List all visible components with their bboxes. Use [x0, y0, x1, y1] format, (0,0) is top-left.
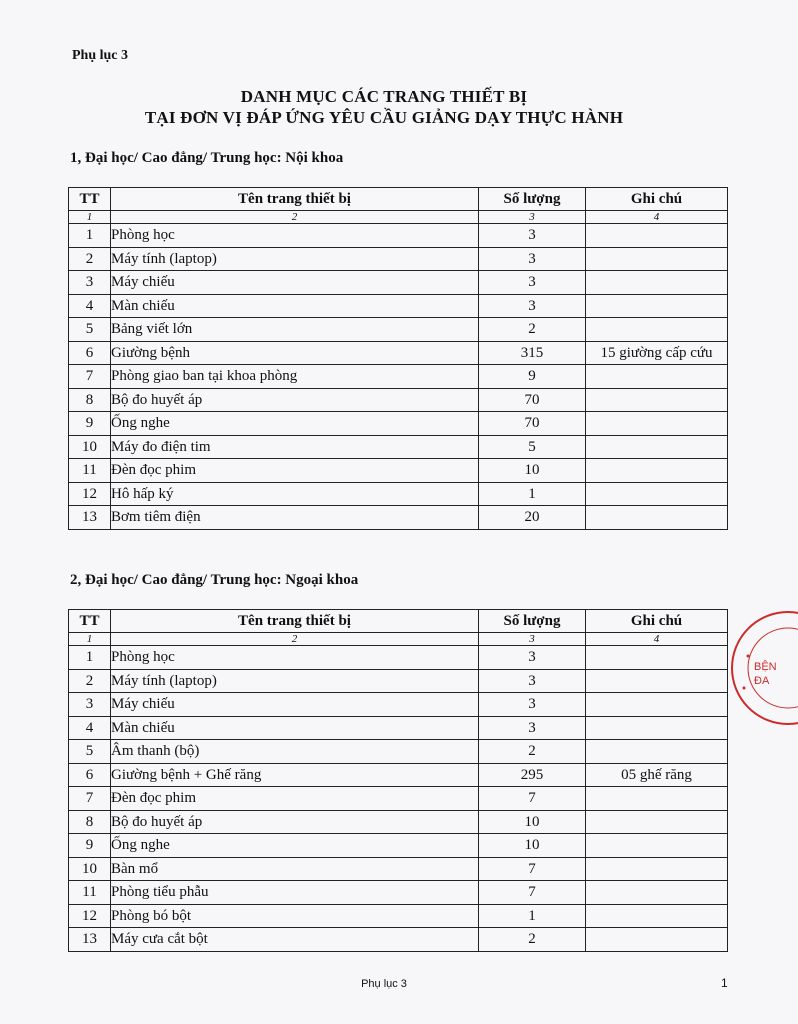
row-tt: 12 [69, 482, 111, 506]
row-quantity: 3 [479, 294, 586, 318]
row-equipment-name: Màn chiếu [111, 294, 479, 318]
header-equipment-name: Tên trang thiết bị [111, 188, 479, 211]
table-row [69, 271, 728, 295]
row-equipment-name: Phòng tiểu phẫu [111, 881, 479, 905]
table-row [69, 294, 728, 318]
row-note [586, 834, 728, 858]
row-equipment-name: Giường bệnh [111, 341, 479, 365]
document-title-line-2: TẠI ĐƠN VỊ ĐÁP ỨNG YÊU CẦU GIẢNG DẠY THỰC HÀNH [144, 108, 624, 127]
column-number: 2 [111, 211, 479, 224]
header-note: Ghi chú [586, 188, 728, 211]
row-tt: 3 [69, 693, 111, 717]
row-quantity: 10 [479, 810, 586, 834]
page-number: 1 [721, 976, 728, 990]
row-quantity: 7 [479, 787, 586, 811]
section-heading-1: 1, Đại học/ Cao đẳng/ Trung học: Nội khoa [70, 150, 344, 166]
row-equipment-name: Phòng bó bột [111, 904, 479, 928]
row-equipment-name: Bảng viết lớn [111, 318, 479, 342]
stamp-text [754, 660, 777, 688]
row-note [586, 247, 728, 271]
row-tt: 8 [69, 810, 111, 834]
row-equipment-name: Phòng học [111, 646, 479, 670]
row-tt: 9 [69, 834, 111, 858]
header-note: Ghi chú [586, 610, 728, 633]
appendix-label: Phụ lục 3 [72, 48, 129, 63]
row-note [586, 224, 728, 248]
row-tt: 6 [69, 341, 111, 365]
row-tt: 6 [69, 763, 111, 787]
column-number-row [69, 633, 728, 646]
row-equipment-name: Máy đo điện tim [111, 435, 479, 459]
row-quantity: 9 [479, 365, 586, 389]
row-tt: 3 [69, 271, 111, 295]
row-quantity: 2 [479, 928, 586, 952]
row-equipment-name: Phòng giao ban tại khoa phòng [111, 365, 479, 389]
row-note [586, 459, 728, 483]
row-equipment-name: Bộ đo huyết áp [111, 388, 479, 412]
row-quantity: 295 [479, 763, 586, 787]
row-equipment-name: Phòng học [111, 224, 479, 248]
row-note [586, 646, 728, 670]
row-quantity: 7 [479, 857, 586, 881]
table-row [69, 224, 728, 248]
stamp-text-line: ĐA [754, 675, 770, 687]
row-quantity: 315 [479, 341, 586, 365]
row-tt: 11 [69, 459, 111, 483]
row-tt: 13 [69, 506, 111, 530]
row-note [586, 482, 728, 506]
column-number: 1 [69, 633, 111, 646]
row-note [586, 435, 728, 459]
row-tt: 4 [69, 716, 111, 740]
column-number: 3 [479, 633, 586, 646]
header-quantity: Số lượng [479, 610, 586, 633]
row-equipment-name: Đèn đọc phim [111, 459, 479, 483]
row-note [586, 904, 728, 928]
row-tt: 8 [69, 388, 111, 412]
row-tt: 12 [69, 904, 111, 928]
row-note [586, 740, 728, 764]
row-note [586, 693, 728, 717]
row-tt: 10 [69, 857, 111, 881]
row-quantity: 3 [479, 271, 586, 295]
row-note [586, 810, 728, 834]
column-number: 4 [586, 211, 728, 224]
row-quantity: 1 [479, 482, 586, 506]
header-tt: TT [69, 610, 111, 633]
row-note [586, 271, 728, 295]
row-note [586, 669, 728, 693]
row-note [586, 787, 728, 811]
row-tt: 5 [69, 318, 111, 342]
row-quantity: 1 [479, 904, 586, 928]
row-quantity: 20 [479, 506, 586, 530]
row-quantity: 7 [479, 881, 586, 905]
row-quantity: 2 [479, 318, 586, 342]
row-equipment-name: Giường bệnh + Ghế răng [111, 763, 479, 787]
header-tt: TT [69, 188, 111, 211]
table-row [69, 388, 728, 412]
row-equipment-name: Âm thanh (bộ) [111, 740, 479, 764]
table-row [69, 482, 728, 506]
row-quantity: 70 [479, 388, 586, 412]
equipment-table-1 [68, 187, 728, 530]
stamp-text-line: BỆN [754, 661, 777, 673]
footer-label: Phụ lục 3 [361, 978, 407, 990]
table-row [69, 834, 728, 858]
row-note [586, 716, 728, 740]
table-row [69, 646, 728, 670]
column-number: 3 [479, 211, 586, 224]
table-row [69, 857, 728, 881]
row-tt: 11 [69, 881, 111, 905]
red-seal-stamp [718, 604, 798, 734]
row-tt: 9 [69, 412, 111, 436]
row-note [586, 318, 728, 342]
column-number: 2 [111, 633, 479, 646]
row-quantity: 3 [479, 247, 586, 271]
row-tt: 1 [69, 224, 111, 248]
row-note [586, 365, 728, 389]
row-equipment-name: Đèn đọc phim [111, 787, 479, 811]
document-title-line-1: DANH MỤC CÁC TRANG THIẾT BỊ [240, 87, 528, 106]
row-equipment-name: Máy tính (laptop) [111, 669, 479, 693]
row-note: 05 ghế răng [586, 763, 728, 787]
table-row [69, 412, 728, 436]
row-quantity: 3 [479, 716, 586, 740]
table-row [69, 435, 728, 459]
column-number: 1 [69, 211, 111, 224]
table-row [69, 318, 728, 342]
row-equipment-name: Bơm tiêm điện [111, 506, 479, 530]
row-quantity: 3 [479, 669, 586, 693]
row-quantity: 10 [479, 459, 586, 483]
section-heading-2: 2, Đại học/ Cao đẳng/ Trung học: Ngoại khoa [70, 572, 359, 588]
row-equipment-name: Máy chiếu [111, 271, 479, 295]
row-quantity: 3 [479, 693, 586, 717]
table-row [69, 341, 728, 365]
row-quantity: 5 [479, 435, 586, 459]
table-header-row [69, 188, 728, 211]
table-row [69, 928, 728, 952]
row-tt: 10 [69, 435, 111, 459]
row-quantity: 10 [479, 834, 586, 858]
table-row [69, 693, 728, 717]
row-tt: 2 [69, 247, 111, 271]
row-equipment-name: Bộ đo huyết áp [111, 810, 479, 834]
header-equipment-name: Tên trang thiết bị [111, 610, 479, 633]
column-number-row [69, 211, 728, 224]
row-quantity: 70 [479, 412, 586, 436]
row-equipment-name: Hô hấp ký [111, 482, 479, 506]
table-row [69, 881, 728, 905]
row-tt: 7 [69, 787, 111, 811]
table-row [69, 459, 728, 483]
column-number: 4 [586, 633, 728, 646]
table-row [69, 506, 728, 530]
row-tt: 13 [69, 928, 111, 952]
row-tt: 5 [69, 740, 111, 764]
row-equipment-name: Màn chiếu [111, 716, 479, 740]
table-row [69, 810, 728, 834]
row-quantity: 2 [479, 740, 586, 764]
row-equipment-name: Máy tính (laptop) [111, 247, 479, 271]
row-note: 15 giường cấp cứu [586, 341, 728, 365]
header-quantity: Số lượng [479, 188, 586, 211]
table-row [69, 763, 728, 787]
table-row [69, 740, 728, 764]
row-tt: 4 [69, 294, 111, 318]
table-header-row [69, 610, 728, 633]
row-note [586, 506, 728, 530]
table-row [69, 716, 728, 740]
table-row [69, 365, 728, 389]
row-quantity: 3 [479, 224, 586, 248]
table-row [69, 247, 728, 271]
row-equipment-name: Ống nghe [111, 834, 479, 858]
row-tt: 7 [69, 365, 111, 389]
row-note [586, 857, 728, 881]
table-row [69, 787, 728, 811]
table-row [69, 904, 728, 928]
row-note [586, 881, 728, 905]
row-note [586, 928, 728, 952]
row-equipment-name: Ống nghe [111, 412, 479, 436]
row-quantity: 3 [479, 646, 586, 670]
equipment-table-2 [68, 609, 728, 952]
row-note [586, 294, 728, 318]
row-equipment-name: Máy chiếu [111, 693, 479, 717]
row-note [586, 388, 728, 412]
row-note [586, 412, 728, 436]
row-tt: 2 [69, 669, 111, 693]
row-equipment-name: Máy cưa cắt bột [111, 928, 479, 952]
table-row [69, 669, 728, 693]
row-tt: 1 [69, 646, 111, 670]
row-equipment-name: Bàn mổ [111, 857, 479, 881]
